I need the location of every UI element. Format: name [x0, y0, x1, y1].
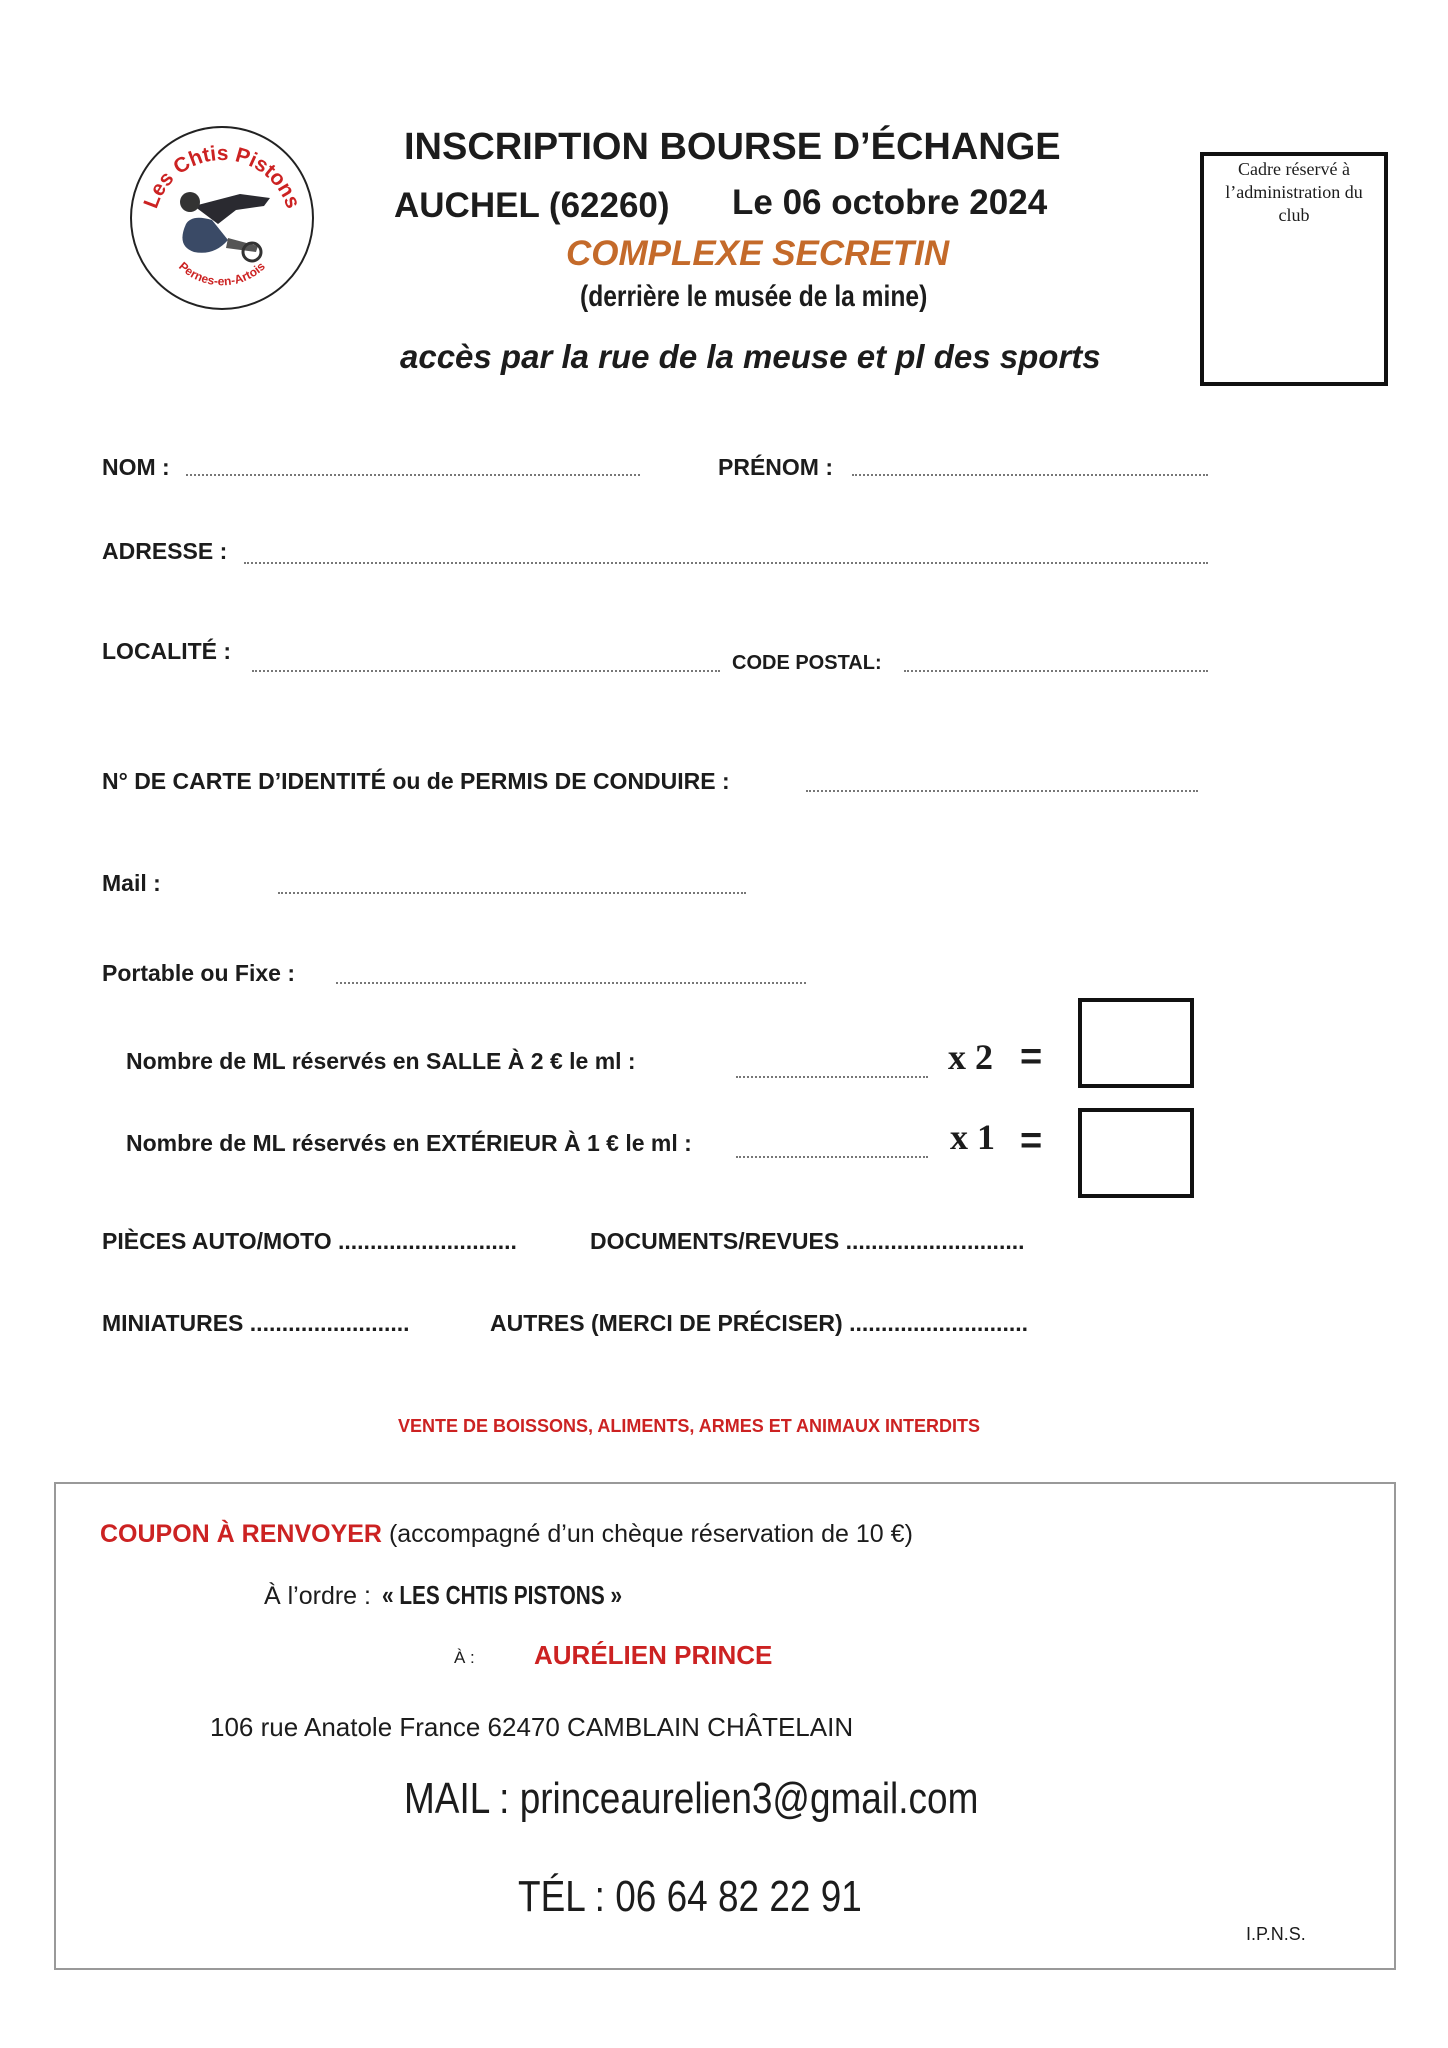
coupon-to-label: À : [454, 1648, 475, 1667]
document-title: INSCRIPTION BOURSE D’ÉCHANGE [404, 126, 1061, 168]
salle-multiplier: x 2 [948, 1037, 993, 1077]
exterieur-label: Nombre de ML réservés en EXTÉRIEUR À 1 € le ml : [126, 1130, 692, 1156]
prohibited-items-warning: VENTE DE BOISSONS, ALIMENTS, ARMES ET ANIMAUX INTERDITS [398, 1416, 981, 1436]
salle-equals: = [1020, 1036, 1043, 1078]
category-autres[interactable]: AUTRES (MERCI DE PRÉCISER) ............................ [490, 1310, 1029, 1336]
access-note: accès par la rue de la meuse et pl des sports [400, 338, 1101, 375]
adresse-label: ADRESSE : [102, 538, 228, 564]
coupon-tel[interactable]: TÉL : 06 64 82 22 91 [518, 1872, 862, 1921]
prenom-field[interactable] [852, 474, 1208, 476]
exterieur-quantity-field[interactable] [736, 1156, 928, 1158]
category-miniatures[interactable]: MINIATURES ......................... [102, 1310, 410, 1336]
logo-text-top: Les Chtis Pistons [139, 141, 305, 212]
coupon-order-line [264, 1580, 682, 1611]
code-postal-label: CODE POSTAL: [732, 652, 882, 674]
nom-label: NOM : [102, 454, 170, 480]
salle-total-box[interactable] [1078, 998, 1194, 1088]
carte-field[interactable] [806, 790, 1198, 792]
club-logo-graphic [132, 128, 312, 308]
order-value: « LES CHTIS PISTONS » [381, 1580, 622, 1610]
coupon-mail[interactable]: MAIL : princeaurelien3@gmail.com [404, 1774, 979, 1823]
coupon-address: 106 rue Anatole France 62470 CAMBLAIN CHÂTELAIN [210, 1712, 854, 1742]
carte-label: N° DE CARTE D’IDENTITÉ ou de PERMIS DE CONDUIRE : [102, 768, 730, 794]
mail-field[interactable] [278, 892, 746, 894]
event-venue: COMPLEXE SECRETIN [566, 234, 950, 273]
event-date: Le 06 octobre 2024 [732, 183, 1048, 222]
exterieur-equals: = [1020, 1120, 1043, 1162]
ipns-mark: I.P.N.S. [1246, 1924, 1306, 1944]
adresse-field[interactable] [244, 562, 1208, 564]
localite-field[interactable] [252, 670, 720, 672]
exterieur-total-box[interactable] [1078, 1108, 1194, 1198]
logo-text-bottom: Pernes-en-Artois [176, 259, 268, 289]
coupon-recipient-name: AURÉLIEN PRINCE [534, 1640, 773, 1670]
svg-text:Pernes-en-Artois [176, 259, 268, 288]
coupon-subtitle: (accompagné d’un chèque réservation de 10 €) [388, 1520, 913, 1548]
venue-note: (derrière le musée de la mine) [580, 280, 928, 313]
category-pieces[interactable]: PIÈCES AUTO/MOTO ............................ [102, 1228, 517, 1254]
rider-figure-icon [180, 192, 270, 261]
salle-quantity-field[interactable] [736, 1076, 928, 1078]
order-label: À l’ordre : [264, 1582, 371, 1610]
prenom-label: PRÉNOM : [718, 454, 833, 480]
mail-label: Mail : [102, 870, 161, 896]
category-documents[interactable]: DOCUMENTS/REVUES ............................ [590, 1228, 1025, 1254]
portable-label: Portable ou Fixe : [102, 960, 295, 986]
event-city: AUCHEL (62260) [394, 186, 670, 225]
exterieur-multiplier: x 1 [950, 1117, 995, 1157]
club-logo [130, 126, 314, 310]
nom-field[interactable] [186, 474, 640, 476]
coupon-title: COUPON À RENVOYER [100, 1520, 382, 1548]
admin-reserved-box [1200, 152, 1388, 386]
portable-field[interactable] [336, 982, 806, 984]
salle-label: Nombre de ML réservés en SALLE À 2 € le ml : [126, 1048, 636, 1074]
localite-label: LOCALITÉ : [102, 638, 232, 664]
coupon-heading [100, 1520, 913, 1549]
code-postal-field[interactable] [904, 670, 1208, 672]
admin-box-text: Cadre réservé à l’administration du club [1225, 159, 1363, 225]
